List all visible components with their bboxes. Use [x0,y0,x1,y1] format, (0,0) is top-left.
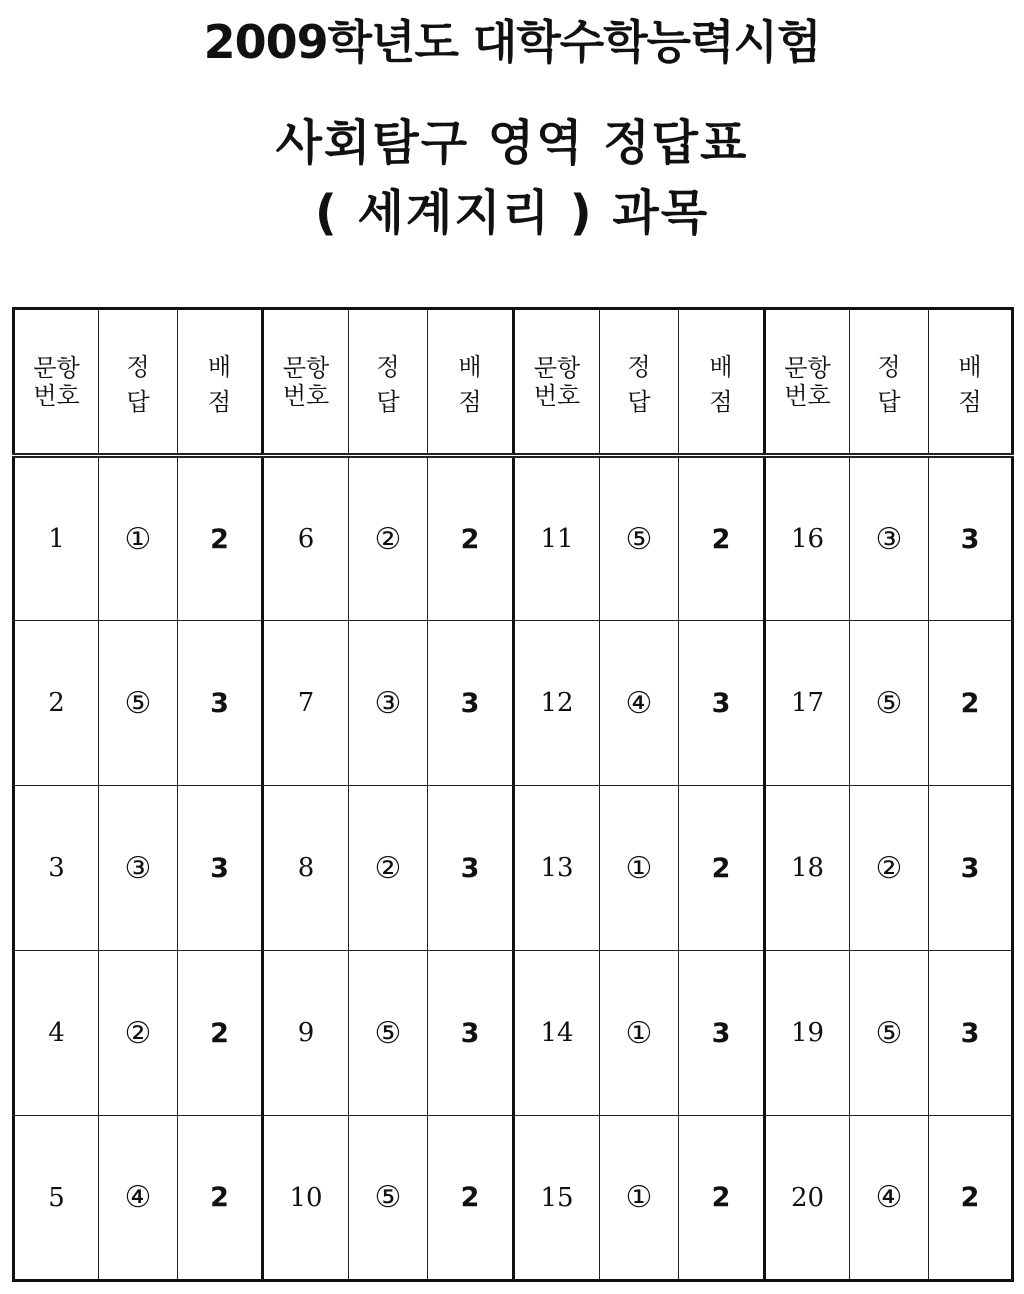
answer-cell: ④ [850,1116,929,1281]
header-number-line1: 문항 [33,353,80,382]
question-number-cell: 13 [514,786,600,951]
points-cell: 2 [428,456,514,621]
question-number-cell: 18 [765,786,850,951]
answer-cell: ① [99,456,178,621]
question-number-cell: 6 [263,456,349,621]
answer-cell: ⑤ [850,621,929,786]
header-question-number [765,309,850,456]
header-number-line2: 번호 [784,381,831,410]
answer-cell: ② [850,786,929,951]
points-cell: 3 [929,951,1013,1116]
table-row [14,1116,1013,1281]
header-answer: 정 답 [600,309,679,456]
points-cell: 2 [178,456,263,621]
table-row [14,951,1013,1116]
answer-cell: ③ [349,621,428,786]
header-number-line1: 문항 [533,353,581,382]
subject-title: ( 세계지리 ) 과목 [314,185,710,241]
points-cell: 2 [679,456,765,621]
answer-sheet-title: 사회탐구 영역 정답표 [275,115,749,171]
header-question-number [14,309,99,456]
points-cell: 3 [929,456,1013,621]
answer-cell: ⑤ [349,951,428,1116]
answer-cell: ③ [99,786,178,951]
answer-cell: ④ [99,1116,178,1281]
exam-title: 2009학년도 대학수학능력시험 [203,15,821,69]
points-cell: 2 [178,1116,263,1281]
points-cell: 2 [929,1116,1013,1281]
points-cell: 2 [428,1116,514,1281]
answer-cell: ⑤ [349,1116,428,1281]
header-points: 배 점 [178,309,263,456]
answer-cell: ④ [600,621,679,786]
question-number-cell: 11 [514,456,600,621]
table-row [14,621,1013,786]
points-cell: 2 [929,621,1013,786]
points-cell: 3 [178,786,263,951]
question-number-cell: 10 [263,1116,349,1281]
question-number-cell: 12 [514,621,600,786]
header-points: 배 점 [679,309,765,456]
answer-cell: ① [600,951,679,1116]
header-number-line2: 번호 [533,381,581,410]
points-cell: 3 [428,621,514,786]
header-answer: 정 답 [850,309,929,456]
question-number-cell: 8 [263,786,349,951]
header-number-line1: 문항 [784,353,831,382]
question-number-cell: 14 [514,951,600,1116]
answer-cell: ① [600,1116,679,1281]
question-number-cell: 1 [14,456,99,621]
answer-cell: ② [349,786,428,951]
points-cell: 3 [428,951,514,1116]
header-answer: 정 답 [99,309,178,456]
table-row [14,786,1013,951]
points-cell: 2 [679,786,765,951]
header-number-line1: 문항 [282,353,330,382]
header-answer: 정 답 [349,309,428,456]
table-body [14,456,1013,1281]
header-number-line2: 번호 [33,381,80,410]
points-cell: 3 [428,786,514,951]
answer-cell: ③ [850,456,929,621]
points-cell: 2 [178,951,263,1116]
answer-table [12,307,1014,1282]
table-row [14,456,1013,621]
points-cell: 3 [679,951,765,1116]
header-points: 배 점 [929,309,1013,456]
answer-cell: ② [349,456,428,621]
answer-cell: ② [99,951,178,1116]
answer-cell: ① [600,786,679,951]
question-number-cell: 16 [765,456,850,621]
question-number-cell: 5 [14,1116,99,1281]
header-points: 배 점 [428,309,514,456]
header-row [14,309,1013,456]
question-number-cell: 4 [14,951,99,1116]
question-number-cell: 20 [765,1116,850,1281]
header-number-line2: 번호 [282,381,330,410]
question-number-cell: 9 [263,951,349,1116]
question-number-cell: 3 [14,786,99,951]
answer-cell: ⑤ [99,621,178,786]
header-question-number [514,309,600,456]
question-number-cell: 17 [765,621,850,786]
question-number-cell: 2 [14,621,99,786]
answer-cell: ⑤ [850,951,929,1116]
question-number-cell: 7 [263,621,349,786]
points-cell: 3 [679,621,765,786]
header-question-number [263,309,349,456]
question-number-cell: 19 [765,951,850,1116]
points-cell: 3 [929,786,1013,951]
points-cell: 3 [178,621,263,786]
question-number-cell: 15 [514,1116,600,1281]
answer-cell: ⑤ [600,456,679,621]
points-cell: 2 [679,1116,765,1281]
